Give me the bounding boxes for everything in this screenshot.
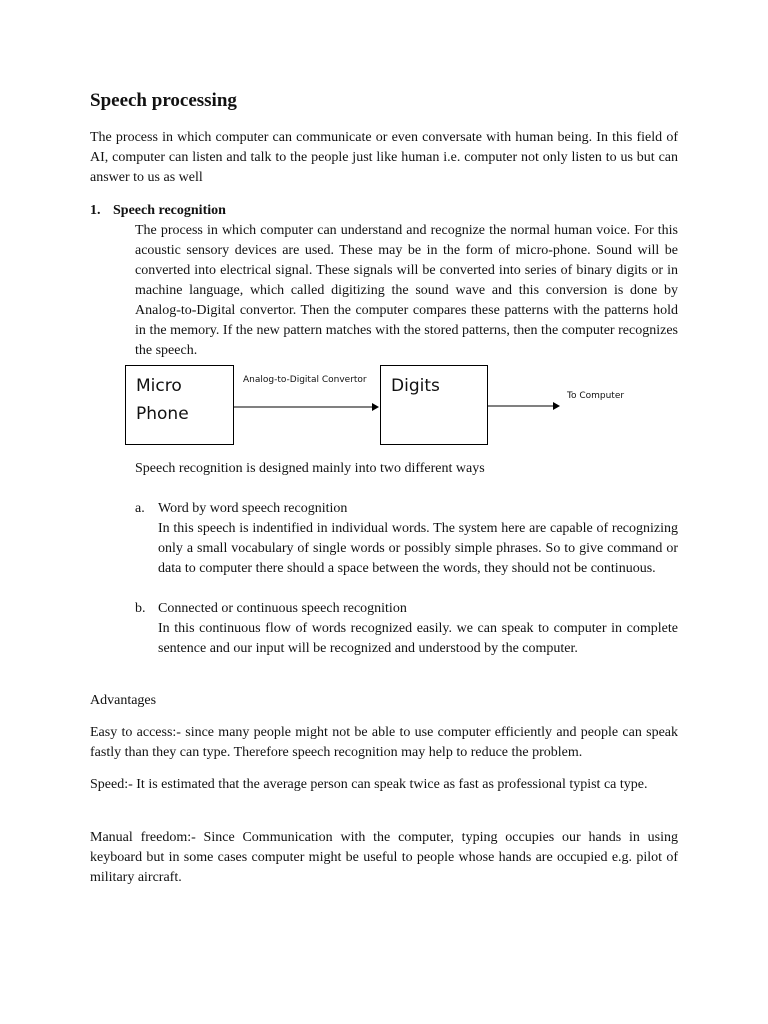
list-marker: b.: [135, 601, 146, 616]
intro-paragraph: The process in which computer can communicate or even conversate with human being. In this field of AI, computer can listen and talk to the people just like human i.e. computer not only listen to us but can answer to us as well: [90, 130, 678, 185]
page-title: Speech processing: [90, 90, 237, 111]
list-marker: a.: [135, 501, 145, 516]
microphone-box: [125, 365, 234, 445]
section-heading: [90, 201, 226, 221]
adc-label: Analog-to-Digital Convertor: [243, 375, 367, 385]
microphone-label: [136, 372, 189, 428]
list-item-description: In this speech is indentified in individual words. The system here are capable of recognizing only a small vocabulary of single words or possibly simple phrases. So to give command or data to computer there should a space between the words, they should not be continuous.: [158, 521, 678, 576]
microphone-label-line1: Micro: [136, 376, 182, 396]
section-title: Speech recognition: [113, 203, 226, 218]
section-number: 1.: [90, 203, 101, 218]
list-item-title: Connected or continuous speech recognition: [158, 601, 407, 616]
microphone-label-line2: Phone: [136, 404, 189, 424]
section-body: The process in which computer can understand and recognize the normal human voice. For this acoustic sensory devices are used. These may be in the form of micro-phone. Sound will be converted into electrical signal. These signals will be converted into series of binary digits or in machine language, which called digitizing the sound wave and this conversion is done by Analog-to-Digital convertor. Then the computer compares these patterns with the patterns hold in the memory. If the new pattern matches with the stored patterns, then the computer recognizes the speech.: [135, 223, 678, 358]
list-item-title: Word by word speech recognition: [158, 501, 348, 516]
advantage-paragraph: Manual freedom:- Since Communication with the computer, typing occupies our hands in using keyboard but in some cases computer might be useful to people whose hands are occupied e.g. pilot of military aircraft.: [90, 830, 678, 885]
to-computer-label: To Computer: [567, 391, 625, 401]
advantage-paragraph: Easy to access:- since many people might not be able to use computer efficiently and people can speak fastly than they can type. Therefore speech recognition may help to reduce the problem.: [90, 725, 678, 760]
recognition-ways-intro: Speech recognition is designed mainly into two different ways: [135, 461, 485, 476]
digits-box: [380, 365, 488, 445]
advantages-heading: Advantages: [90, 693, 157, 708]
digits-label: Digits: [391, 376, 440, 396]
list-item-description: In this continuous flow of words recognized easily. we can speak to computer in complete sentence and our input will be recognized and understood by the computer.: [158, 621, 678, 656]
arrow-adc-head: [372, 403, 379, 411]
arrow-to-computer-head: [553, 402, 560, 410]
advantage-paragraph: Speed:- It is estimated that the average person can speak twice as fast as professional typist ca type.: [90, 777, 648, 792]
